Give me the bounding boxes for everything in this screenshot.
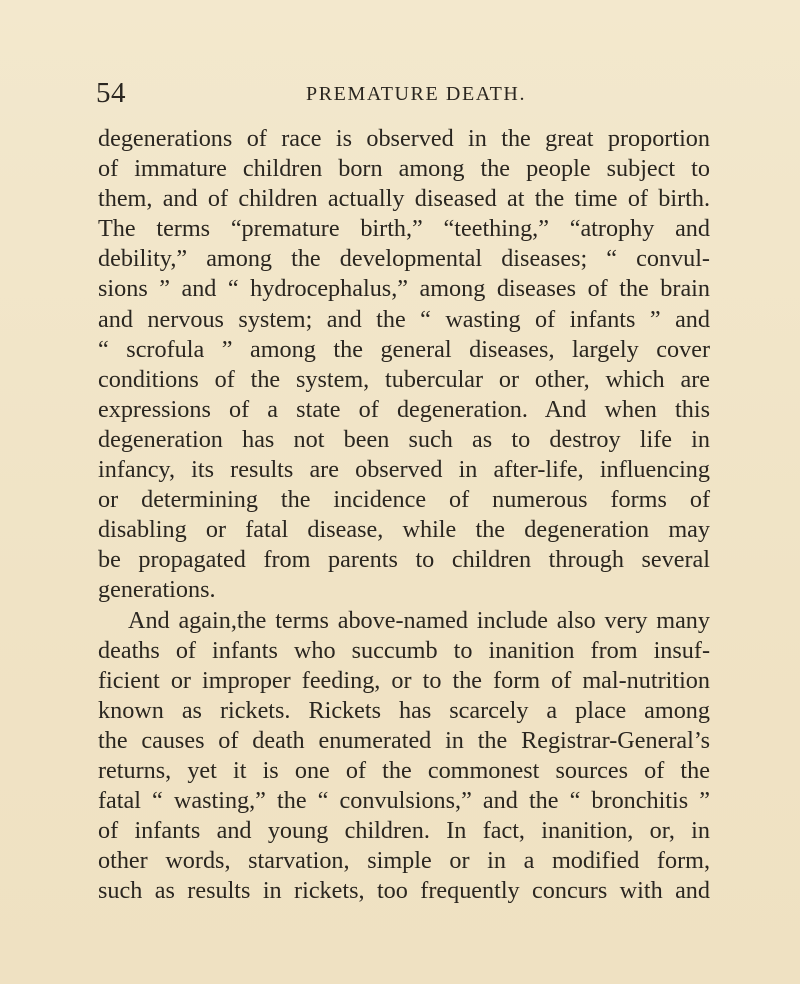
text-line: debility,” among the developmental diseases; “ convul- (98, 245, 710, 273)
text-line: them, and of children actually diseased at the time of birth. (98, 185, 710, 213)
page-header (96, 78, 716, 108)
paragraph-start-line: And again,the terms above-named include also very many (128, 606, 710, 634)
running-head: PREMATURE DEATH. (306, 83, 527, 105)
page-number: 54 (96, 77, 126, 109)
text-line: of immature children born among the people subject to (98, 155, 710, 183)
text-line: The terms “premature birth,” “teething,” “atrophy and (98, 215, 710, 243)
text-line: and nervous system; and the “ wasting of infants ” and (98, 305, 710, 333)
text-line: “ scrofula ” among the general diseases, largely cover (98, 335, 710, 363)
text-line: degenerations of race is observed in the great proportion (98, 125, 710, 152)
text-line: other words, starvation, simple or in a modified form, (98, 847, 710, 875)
text-line: infancy, its results are observed in after-life, influencing (98, 456, 710, 484)
text-line: of infants and young children. In fact, inanition, or, in (98, 817, 710, 845)
text-line: the causes of death enumerated in the Registrar-General’s (98, 726, 710, 754)
text-line: expressions of a state of degeneration. And when this (98, 395, 710, 423)
text-line: sions ” and “ hydrocephalus,” among diseases of the brain (98, 275, 710, 303)
text-line: deaths of infants who succumb to inanition from insuf- (98, 636, 710, 664)
text-line: known as rickets. Rickets has scarcely a place among (98, 696, 710, 724)
text-line: such as results in rickets, too frequently concurs with and (98, 877, 710, 905)
text-line: fatal “ wasting,” the “ convulsions,” and the “ bronchitis ” (98, 787, 710, 815)
text-line: be propagated from parents to children through several (98, 546, 710, 574)
text-line: ficient or improper feeding, or to the form of mal-nutrition (98, 666, 710, 694)
text-line: conditions of the system, tubercular or other, which are (98, 365, 710, 393)
body-text (98, 124, 710, 906)
text-line: returns, yet it is one of the commonest sources of the (98, 756, 710, 784)
text-line: generations. (98, 576, 216, 604)
text-line: degeneration has not been such as to destroy life in (98, 425, 710, 453)
text-line: disabling or fatal disease, while the degeneration may (98, 516, 710, 544)
text-line: or determining the incidence of numerous forms of (98, 486, 710, 514)
